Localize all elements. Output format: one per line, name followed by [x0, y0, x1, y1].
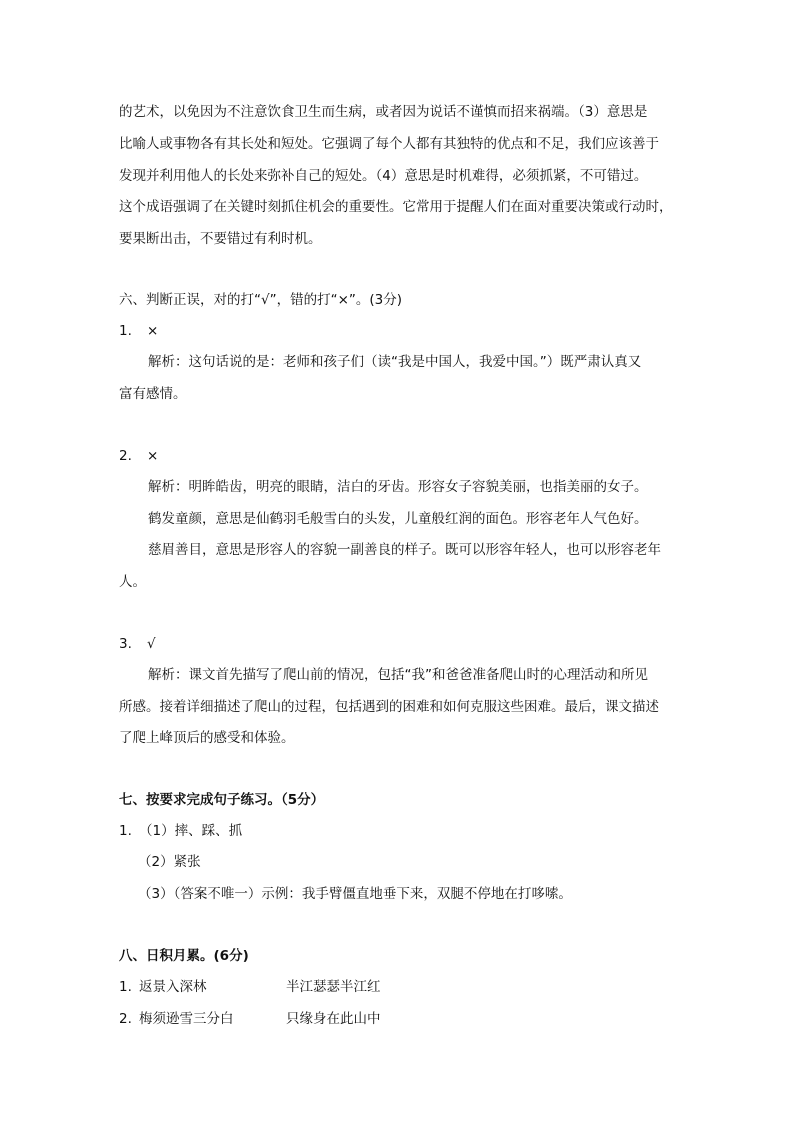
explanation-line: 富有感情。: [119, 386, 187, 402]
section-8-title: 八、日积月累。(6分): [119, 948, 249, 964]
answer-mark: ×: [147, 448, 159, 464]
answer-mark: √: [147, 636, 156, 652]
explanation-line: 解析：这句话说的是：老师和孩子们（读“我是中国人，我爱中国。”）既严肃认真又: [148, 354, 642, 370]
item-number: 2.: [119, 1011, 132, 1027]
poem-answer-b: 半江瑟瑟半江红: [286, 979, 381, 995]
item-number: 3.: [119, 636, 132, 652]
explanation-line: 鹤发童颜，意思是仙鹤羽毛般雪白的头发，儿童般红润的面色。形容老年人气色好。: [148, 511, 648, 527]
item-3-answer: [119, 634, 679, 654]
paragraph-line: 这个成语强调了在关键时刻抓住机会的重要性。它常用于提醒人们在面对重要决策或行动时，: [119, 199, 673, 215]
explanation-line: 了爬上峰顶后的感受和体验。: [119, 730, 295, 746]
sentence-answer-line: （2）紧张: [138, 854, 201, 870]
sentence-answer-line: [119, 821, 679, 841]
sentence-answer-line: （3）（答案不唯一）示例：我手臂僵直地垂下来，双腿不停地在打哆嗦。: [138, 886, 572, 902]
item-1-answer: [119, 321, 679, 341]
answer-text: （1）摔、踩、抓: [139, 823, 243, 839]
explanation-line: 解析：明眸皓齿，明亮的眼睛，洁白的牙齿。形容女子容貌美丽，也指美丽的女子。: [148, 479, 648, 495]
item-number: 1.: [119, 979, 132, 995]
poem-answer-row: [119, 1009, 679, 1029]
section-6-title: 六、判断正误，对的打“√”，错的打“×”。(3分): [119, 292, 403, 308]
item-number: 2.: [119, 448, 132, 464]
paragraph-line: 要果断出击，不要错过有利时机。: [119, 231, 322, 247]
paragraph-line: 的艺术，以免因为不注意饮食卫生而生病，或者因为说话不谨慎而招来祸端。（3）意思是: [119, 104, 648, 120]
poem-answer-row: [119, 977, 679, 997]
explanation-line: 慈眉善目，意思是形容人的容貌一副善良的样子。既可以形容年轻人，也可以形容老年: [148, 542, 661, 558]
explanation-line: 所感。接着详细描述了爬山的过程，包括遇到的困难和如何克服这些困难。最后，课文描述: [119, 699, 659, 715]
poem-answer-b: 只缘身在此山中: [286, 1011, 381, 1027]
explanation-line: 解析：课文首先描写了爬山前的情况，包括“我”和爸爸准备爬山时的心理活动和所见: [148, 667, 648, 683]
item-number: 1.: [119, 823, 132, 839]
poem-answer-a: 梅须逊雪三分白: [139, 1011, 234, 1027]
answer-mark: ×: [147, 323, 159, 339]
item-2-answer: [119, 446, 679, 466]
item-number: 1.: [119, 323, 132, 339]
paragraph-line: 发现并利用他人的长处来弥补自己的短处。（4）意思是时机难得，必须抓紧，不可错过。: [119, 168, 648, 184]
section-7-title: 七、按要求完成句子练习。（5分）: [119, 792, 325, 808]
explanation-line: 人。: [119, 574, 146, 590]
paragraph-line: 比喻人或事物各有其长处和短处。它强调了每个人都有其独特的优点和不足，我们应该善于: [119, 136, 659, 152]
poem-answer-a: 返景入深林: [139, 979, 207, 995]
